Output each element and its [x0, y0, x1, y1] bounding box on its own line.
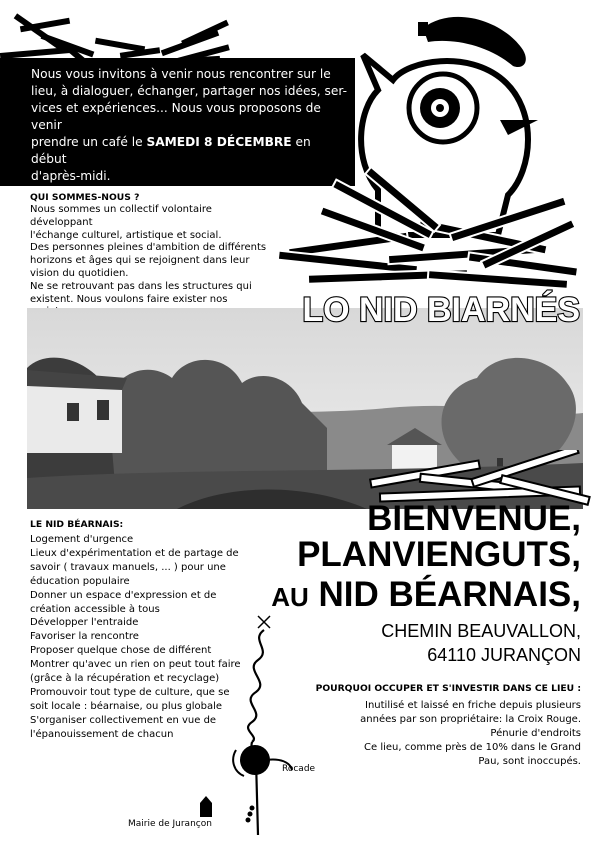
pourquoi-line: Pénurie d'endroits	[490, 728, 581, 739]
welcome-heading	[236, 492, 586, 617]
pourquoi-heading: POURQUOI OCCUPER ET S'INVESTIR DANS CE LIEU :	[315, 683, 581, 694]
qui-line: l'échange culturel, artistique et social.	[30, 229, 222, 241]
welcome-line: PLANVIENGUTS,	[297, 535, 581, 574]
nid-item: création accessible à tous	[30, 603, 160, 615]
pourquoi-body	[301, 699, 581, 769]
nid-item: Logement d'urgence	[30, 534, 134, 545]
main-title	[276, 284, 586, 330]
welcome-line: BIENVENUE,	[367, 499, 581, 538]
qui-line: Ne se retrouvant pas dans les structures qui	[30, 280, 252, 292]
pourquoi-line: Pau, sont inoccupés.	[478, 756, 581, 767]
town-hall-icon	[200, 796, 212, 817]
pourquoi-line: années par son propriétaire: la Croix Rouge.	[360, 714, 581, 725]
intro-line: vices et expériences... Nous vous proposons de venir	[31, 101, 321, 132]
nid-item: savoir ( travaux manuels, ... ) pour une	[30, 561, 226, 573]
qui-heading: QUI SOMMES-NOUS ?	[30, 192, 140, 203]
nid-item: (grâce à la récupération et recyclage)	[30, 673, 220, 685]
intro-line: d'après-midi.	[31, 169, 111, 183]
intro-line: Nous vous invitons à venir nous rencontrer sur le	[31, 67, 331, 81]
intro-line: prendre un café le SAMEDI 8 DÉCEMBRE en début	[31, 135, 311, 166]
address-line1: CHEMIN BEAUVALLON,	[381, 621, 581, 641]
bird-in-nest-illustration	[268, 0, 595, 300]
qui-body	[30, 204, 268, 319]
address-line2: 64110 JURANÇON	[427, 645, 581, 665]
qui-line: vision du quotidien.	[30, 267, 129, 279]
nid-item: Montrer qu'avec un rien on peut tout faire	[30, 659, 241, 671]
nid-item: Développer l'entraide	[30, 617, 139, 629]
nid-item: Proposer quelque chose de différent	[30, 645, 212, 657]
title-text: LO NID BIARNÉS	[302, 291, 580, 329]
nid-item: Favoriser la rencontre	[30, 631, 139, 643]
nid-item: soit locale : béarnaise, ou plus globale	[30, 700, 223, 712]
roundabout-icon	[240, 745, 270, 775]
nid-item: S'organiser collectivement en vue de	[30, 714, 217, 726]
rocade-label: Rocade	[282, 764, 316, 774]
qui-line: Des personnes pleines d'ambition de différents	[30, 242, 267, 254]
nid-item: l'épanouissement de chacun	[30, 728, 174, 740]
pourquoi-line: Inutilisé et laissé en friche depuis plusieurs	[365, 700, 581, 711]
pourquoi-line: Ce lieu, comme près de 10% dans le Grand	[364, 742, 581, 753]
mairie-label: Mairie de Jurançon	[128, 819, 212, 829]
intro-line: lieu, à dialoguer, échanger, partager nos idées, ser-	[31, 84, 348, 98]
nid-item: éducation populaire	[30, 575, 130, 587]
destination-cross-icon	[258, 616, 270, 628]
nid-heading: LE NID BÉARNAIS:	[30, 519, 124, 530]
access-map	[200, 610, 320, 842]
nid-item: Lieux d'expérimentation et de partage de	[30, 547, 239, 559]
nid-item: Donner un espace d'expression et de	[30, 589, 217, 601]
qui-line: existent. Nous voulons faire exister nos	[30, 293, 228, 305]
qui-line: horizons et âges qui se rejoignent dans leur	[30, 255, 250, 267]
welcome-line: AU NID BÉARNAIS,	[271, 575, 581, 614]
event-date: SAMEDI 8 DÉCEMBRE	[146, 135, 292, 149]
qui-line: Nous sommes un collectif volontaire développant	[30, 204, 212, 228]
nid-item: Promouvoir tout type de culture, que se	[30, 686, 230, 698]
